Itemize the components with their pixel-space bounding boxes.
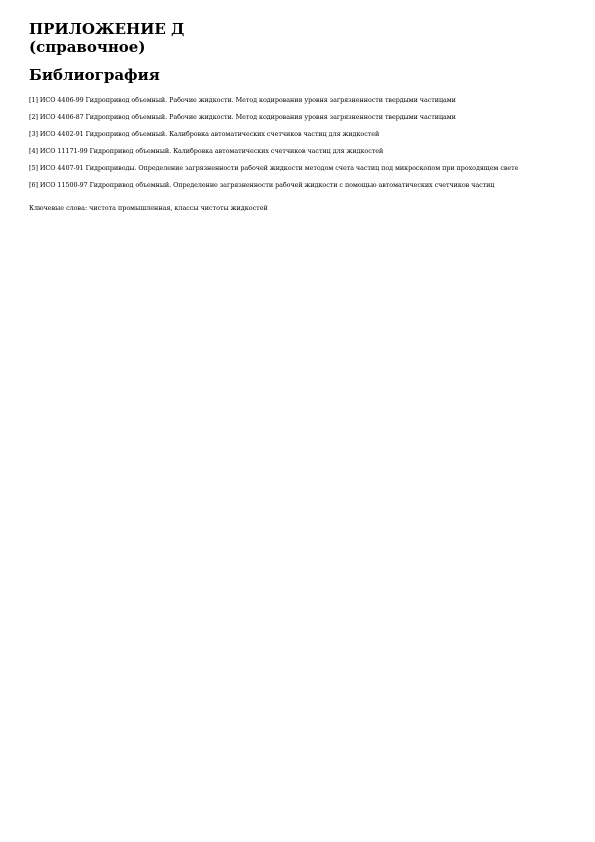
keywords-line: Ключевые слова: чистота промышленная, классы чистоты жидкостей bbox=[29, 204, 268, 212]
bibliography-list bbox=[29, 96, 574, 190]
bibliography-item: [2] ИСО 4406-87 Гидропривод объемный. Рабочие жидкости. Метод кодирования уровня загрязненности твердыми частицами bbox=[29, 113, 456, 121]
bibliography-title: Библиография bbox=[29, 66, 160, 84]
appendix-title: ПРИЛОЖЕНИЕ Д bbox=[29, 20, 185, 38]
bibliography-item: [5] ИСО 4407-91 Гидроприводы. Определение загрязненности рабочей жидкости методом счета частиц под микроскопом при проходящем свете bbox=[29, 164, 519, 172]
bibliography-item: [6] ИСО 11500-97 Гидропривод объемный. Определение загрязненности рабочей жидкости с помощью автоматических счетчиков частиц bbox=[29, 181, 495, 189]
bibliography-item: [3] ИСО 4402-91 Гидропривод объемный. Калибровка автоматических счетчиков частиц для жидкостей bbox=[29, 130, 380, 138]
document-page bbox=[29, 20, 574, 219]
bibliography-item: [4] ИСО 11171-99 Гидропривод объемный. Калибровка автоматических счетчиков частиц для жидкостей bbox=[29, 147, 384, 155]
appendix-subtitle: (справочное) bbox=[29, 38, 146, 56]
bibliography-item: [1] ИСО 4406-99 Гидропривод объемный. Рабочие жидкости. Метод кодирования уровня загрязненности твердыми частицами bbox=[29, 96, 456, 104]
